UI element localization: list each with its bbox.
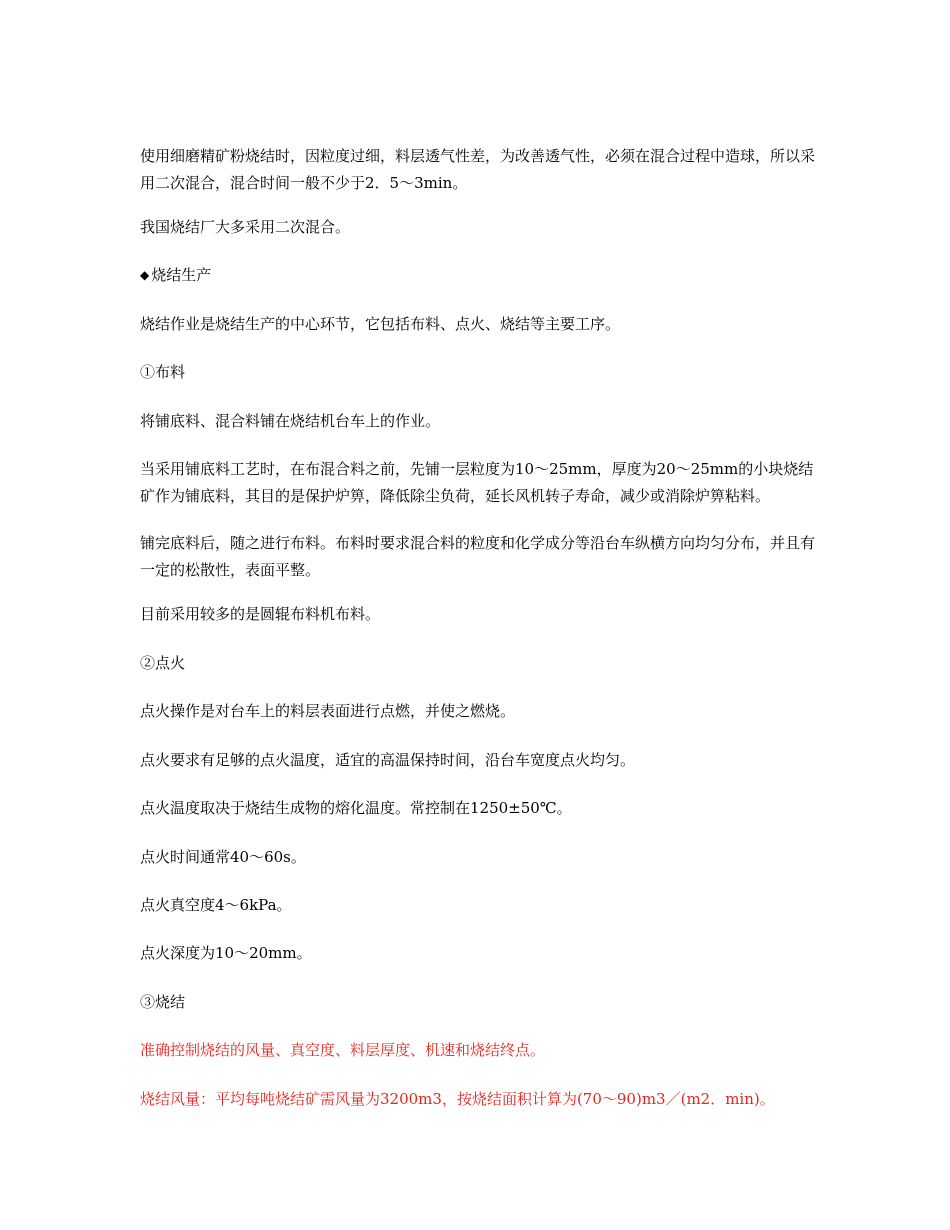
paragraph-hearth-layer: 当采用铺底料工艺时，在布混合料之前，先铺一层粒度为10～25mm，厚度为20～25mm的小块烧结矿作为铺底料，其目的是保护炉箅，降低除尘负荷，延长风机转子寿命，减少或消除炉箅粘料。 — [140, 460, 814, 505]
paragraph-secondary-mixing: 我国烧结厂大多采用二次混合。 — [140, 218, 351, 236]
paragraph-sintering-control: 准确控制烧结的风量、真空度、料层厚度、机速和烧结终点。 — [140, 1041, 546, 1059]
section-heading-sinter-production — [140, 262, 818, 289]
paragraph-sinter-fine-ore: 使用细磨精矿粉烧结时，因粒度过细，料层透气性差，为改善透气性，必须在混合过程中造球，所以采用二次混合，混合时间一般不少于2．5～3min。 — [140, 147, 816, 192]
paragraph-distribution-definition: 将铺底料、混合料铺在烧结机台车上的作业。 — [140, 412, 441, 430]
paragraph-ignition-operation: 点火操作是对台车上的料层表面进行点燃，并使之燃烧。 — [140, 702, 516, 720]
subheading-ignition: ②点火 — [140, 654, 186, 672]
paragraph-roller-feeder: 目前采用较多的是圆辊布料机布料。 — [140, 605, 381, 623]
paragraph-distribution-requirements: 铺完底料后，随之进行布料。布料时要求混合料的粒度和化学成分等沿台车纵横方向均匀分布，并且有一定的松散性，表面平整。 — [140, 534, 816, 579]
paragraph-sinter-operation: 烧结作业是烧结生产的中心环节，它包括布料、点火、烧结等主要工序。 — [140, 315, 621, 333]
subheading-distribution: ①布料 — [140, 363, 186, 381]
paragraph-ignition-time: 点火时间通常40～60s。 — [140, 848, 306, 866]
section-heading-label: 烧结生产 — [151, 266, 212, 284]
paragraph-ignition-vacuum: 点火真空度4～6kPa。 — [140, 896, 292, 914]
paragraph-ignition-temperature: 点火温度取决于烧结生成物的熔化温度。常控制在1250±50℃。 — [140, 799, 572, 817]
paragraph-ignition-requirements: 点火要求有足够的点火温度，适宜的高温保持时间，沿台车宽度点火均匀。 — [140, 751, 636, 769]
paragraph-sintering-airflow: 烧结风量：平均每吨烧结矿需风量为3200m3，按烧结面积计算为(70～90)m3／(m2．min)。 — [140, 1090, 775, 1108]
subheading-sintering: ③烧结 — [140, 993, 186, 1011]
paragraph-ignition-depth: 点火深度为10～20mm。 — [140, 944, 312, 962]
diamond-bullet-icon: ◆ — [140, 268, 150, 282]
